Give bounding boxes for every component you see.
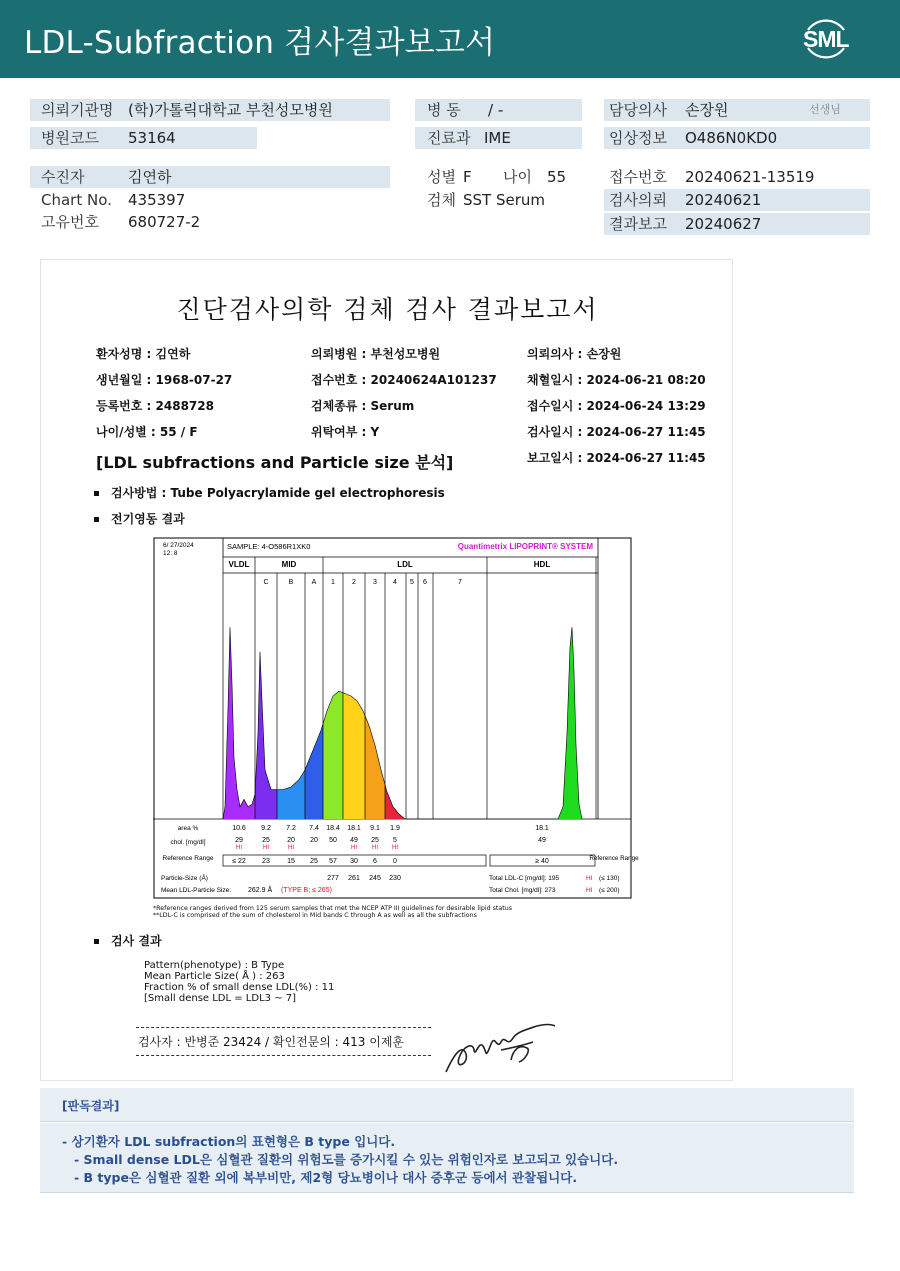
band-label-6: 6 (423, 579, 427, 586)
band-label-4: 4 (393, 579, 397, 586)
ward-row (415, 99, 582, 121)
verdict-body (40, 1123, 854, 1193)
reference-value: ≥ 40 (535, 858, 549, 865)
ward-label: 병 동 (427, 101, 461, 119)
chol-value: 5 (393, 837, 397, 844)
group-label-hdl: HDL (533, 560, 551, 569)
total-ldl-hi: HI (586, 875, 593, 882)
specimen-row (415, 189, 585, 211)
age-label: 나이 (503, 168, 532, 186)
type-value: (TYPE B; ≤ 265) (281, 887, 332, 894)
band-label-7: 7 (458, 579, 462, 586)
hi-flag: HI (372, 845, 378, 851)
chol-value: 25 (371, 837, 379, 844)
recv-row (604, 166, 870, 188)
hospital-code-value: 53164 (128, 129, 176, 147)
footnote-2: **LDL-C is comprised of the sum of cholesterol in Mid bands C through A as well as all the subfractions (153, 912, 477, 919)
particle-size-1: 277 (327, 875, 339, 882)
report-date-row (604, 213, 870, 235)
verdict-title: [판독결과] (62, 1099, 120, 1113)
row-label-ref: Reference Range (162, 855, 214, 862)
request-label: 검사의뢰 (609, 191, 667, 209)
reference-value: 25 (310, 858, 318, 865)
uid-value: 680727-2 (128, 213, 201, 231)
chart-sample: SAMPLE: 4-O586R1XK0 (227, 542, 311, 551)
chol-value: 20 (287, 837, 295, 844)
band-label-1: 1 (331, 579, 335, 586)
embedded-report (40, 259, 733, 1081)
req-doctor-info: 의뢰의사 : 손장원 (527, 347, 622, 361)
hi-flag: HI (236, 845, 242, 851)
result-line-3: Fraction % of small dense LDL(%) : 11 (144, 982, 335, 993)
recv-value: 20240621-13519 (685, 168, 815, 186)
chart-value: 435397 (128, 191, 186, 209)
age-value: 55 (547, 168, 567, 186)
institution-row (30, 99, 390, 121)
patient-name-info: 환자성명 : 김연하 (96, 347, 191, 361)
clinical-label: 임상정보 (609, 129, 667, 147)
hi-flag: HI (288, 845, 294, 851)
area-value: 18.1 (535, 825, 549, 832)
reg-info: 등록번호 : 2488728 (96, 399, 214, 413)
section-title: [LDL subfractions and Particle size 분석] (96, 453, 454, 472)
result-line-4: [Small dense LDL = LDL3 ~ 7] (144, 993, 297, 1004)
hospital-info: 의뢰병원 : 부천성모병원 (311, 347, 441, 361)
band-fill-2 (343, 693, 365, 819)
patient-value: 김연하 (128, 168, 172, 186)
mean-size-value: 262.9 Å (248, 887, 273, 894)
specimen-type-info: 검체종류 : Serum (311, 399, 415, 413)
recv-date-info: 접수일시 : 2024-06-24 13:29 (527, 399, 706, 413)
logo-text: SML (803, 26, 849, 52)
sex-label: 성별 (427, 168, 456, 186)
signer-text: 검사자 : 반병준 23424 / 확인전문의 : 413 이제훈 (138, 1035, 405, 1049)
area-value: 1.9 (390, 825, 400, 832)
result-heading: 검사 결과 (94, 932, 162, 949)
band-label-3: 3 (373, 579, 377, 586)
doctor-row (604, 99, 870, 121)
reference-value: 0 (393, 858, 397, 865)
reference-label-right: Reference Range (589, 855, 639, 862)
verdict-header (40, 1088, 854, 1122)
area-value: 7.4 (309, 825, 319, 832)
doctor-value: 손장원 (685, 101, 729, 119)
total-ldl-text: Total LDL-C [mg/dl]: 195 (489, 875, 560, 882)
ward-value: / - (488, 101, 504, 119)
recv-label: 접수번호 (609, 168, 667, 186)
verdict-line-2: - Small dense LDL은 심혈관 질환의 위험도를 증가시킬 수 있는 위험인자로 보고되고 있습니다. (74, 1152, 619, 1167)
chol-value: 49 (538, 837, 546, 844)
specimen-value: SST Serum (463, 191, 546, 209)
verdict-line-3: - B type은 심혈관 질환 외에 복부비만, 제2형 당뇨병이나 대사 증후군 등에서 관찰됩니다. (74, 1170, 578, 1185)
clinical-value: O486N0KD0 (685, 129, 778, 147)
request-value: 20240621 (685, 191, 762, 209)
clinical-row (604, 127, 870, 149)
report-title: 진단검사의학 검체 검사 결과보고서 (176, 295, 599, 324)
total-chol-hi: HI (586, 887, 593, 894)
hi-flag: HI (263, 845, 269, 851)
reference-value: ≤ 22 (232, 858, 246, 865)
result-line-2: Mean Particle Size( Å ) : 263 (144, 971, 285, 982)
header-bar (0, 0, 900, 78)
chol-value: 49 (350, 837, 358, 844)
reference-value: 6 (373, 858, 377, 865)
uid-label: 고유번호 (41, 213, 99, 231)
patient-label: 수진자 (41, 168, 85, 186)
chart-date: 6/ 27/2024 (163, 542, 194, 549)
recv-no-info: 접수번호 : 20240624A101237 (311, 373, 497, 387)
sex-value: F (463, 168, 472, 186)
chart-label: Chart No. (41, 191, 112, 209)
area-value: 18.1 (347, 825, 361, 832)
institution-value: (학)가톨릭대학교 부천성모병원 (128, 101, 333, 119)
consign-info: 위탁여부 : Y (311, 425, 380, 439)
group-label-mid: MID (281, 560, 297, 569)
report-date-label: 결과보고 (609, 215, 667, 233)
sex-age-row (415, 166, 585, 188)
total-chol-text: Total Chol. [mg/dl]: 273 (489, 887, 556, 894)
band-label-a: A (311, 579, 317, 586)
report-date-value: 20240627 (685, 215, 762, 233)
reference-value: 23 (262, 858, 270, 865)
area-value: 10.6 (232, 825, 246, 832)
electrophoresis-chart (153, 537, 639, 912)
method-line: 검사방법 : Tube Polyacrylamide gel electrophoresis (94, 484, 445, 501)
signer-line-top (136, 1027, 431, 1028)
dept-value: IME (484, 129, 511, 147)
patient-row (30, 166, 390, 188)
band-label-5: 5 (410, 579, 414, 586)
group-label-vldl: VLDL (228, 560, 250, 569)
row-label-mean: Mean LDL-Particle Size: (161, 887, 232, 894)
hospital-code-row (30, 127, 257, 149)
group-label-ldl: LDL (397, 560, 413, 569)
doctor-label: 담당의사 (609, 101, 667, 119)
row-label-chol: chol. [mg/dl] (170, 839, 206, 846)
chol-value: 29 (235, 837, 243, 844)
hi-flag: HI (351, 845, 357, 851)
collect-date-info: 채혈일시 : 2024-06-21 08:20 (527, 373, 706, 387)
hi-flag: HI (392, 845, 398, 851)
hospital-code-label: 병원코드 (41, 129, 99, 147)
signer-line-bottom (136, 1055, 431, 1056)
area-value: 9.2 (261, 825, 271, 832)
request-row (604, 189, 870, 211)
band-label-c: C (263, 579, 269, 586)
area-value: 7.2 (286, 825, 296, 832)
area-value: 18.4 (326, 825, 340, 832)
reference-value: 57 (329, 858, 337, 865)
verdict-line-1: - 상기환자 LDL subfraction의 표현형은 B type 입니다. (62, 1134, 396, 1149)
reference-value: 30 (350, 858, 358, 865)
chart-row (30, 189, 390, 211)
area-value: 9.1 (370, 825, 380, 832)
band-label-2: 2 (352, 579, 356, 586)
electro-heading: 전기영동 결과 (94, 510, 185, 527)
page-title: LDL-Subfraction 검사결과보고서 (24, 25, 496, 61)
chol-value: 50 (329, 837, 337, 844)
dept-row (415, 127, 582, 149)
report-date-info: 보고일시 : 2024-06-27 11:45 (527, 451, 706, 465)
age-sex-info: 나이/성별 : 55 / F (96, 425, 198, 439)
result-line-1: Pattern(phenotype) : B Type (144, 960, 285, 971)
reference-value: 15 (287, 858, 295, 865)
chart-time: 12: 8 (163, 550, 178, 557)
footnote-1: *Reference ranges derived from 125 serum samples that met the NCEP ATP III guidelines for desirable lipid status (153, 905, 512, 912)
test-date-info: 검사일시 : 2024-06-27 11:45 (527, 425, 706, 439)
chol-value: 20 (310, 837, 318, 844)
birth-info: 생년월일 : 1968-07-27 (96, 373, 233, 387)
doctor-suffix: 선생님 (809, 103, 841, 116)
row-label-area: area % (177, 825, 199, 832)
specimen-label: 검체 (427, 191, 456, 209)
chol-value: 25 (262, 837, 270, 844)
particle-size-4: 230 (389, 875, 401, 882)
institution-label: 의뢰기관명 (41, 101, 114, 119)
dept-label: 진료과 (427, 129, 471, 147)
total-ldl-ref: (≤ 130) (599, 875, 620, 882)
particle-size-2: 261 (348, 875, 360, 882)
band-label-b: B (288, 579, 294, 586)
uid-row (30, 211, 390, 233)
signature-icon (441, 1020, 561, 1080)
total-chol-ref: (≤ 200) (599, 887, 620, 894)
chart-brand: Quantimetrix LIPOPRINT® SYSTEM (457, 542, 593, 551)
particle-size-3: 245 (369, 875, 381, 882)
row-label-ps: Particle-Size (Å) (161, 875, 208, 882)
